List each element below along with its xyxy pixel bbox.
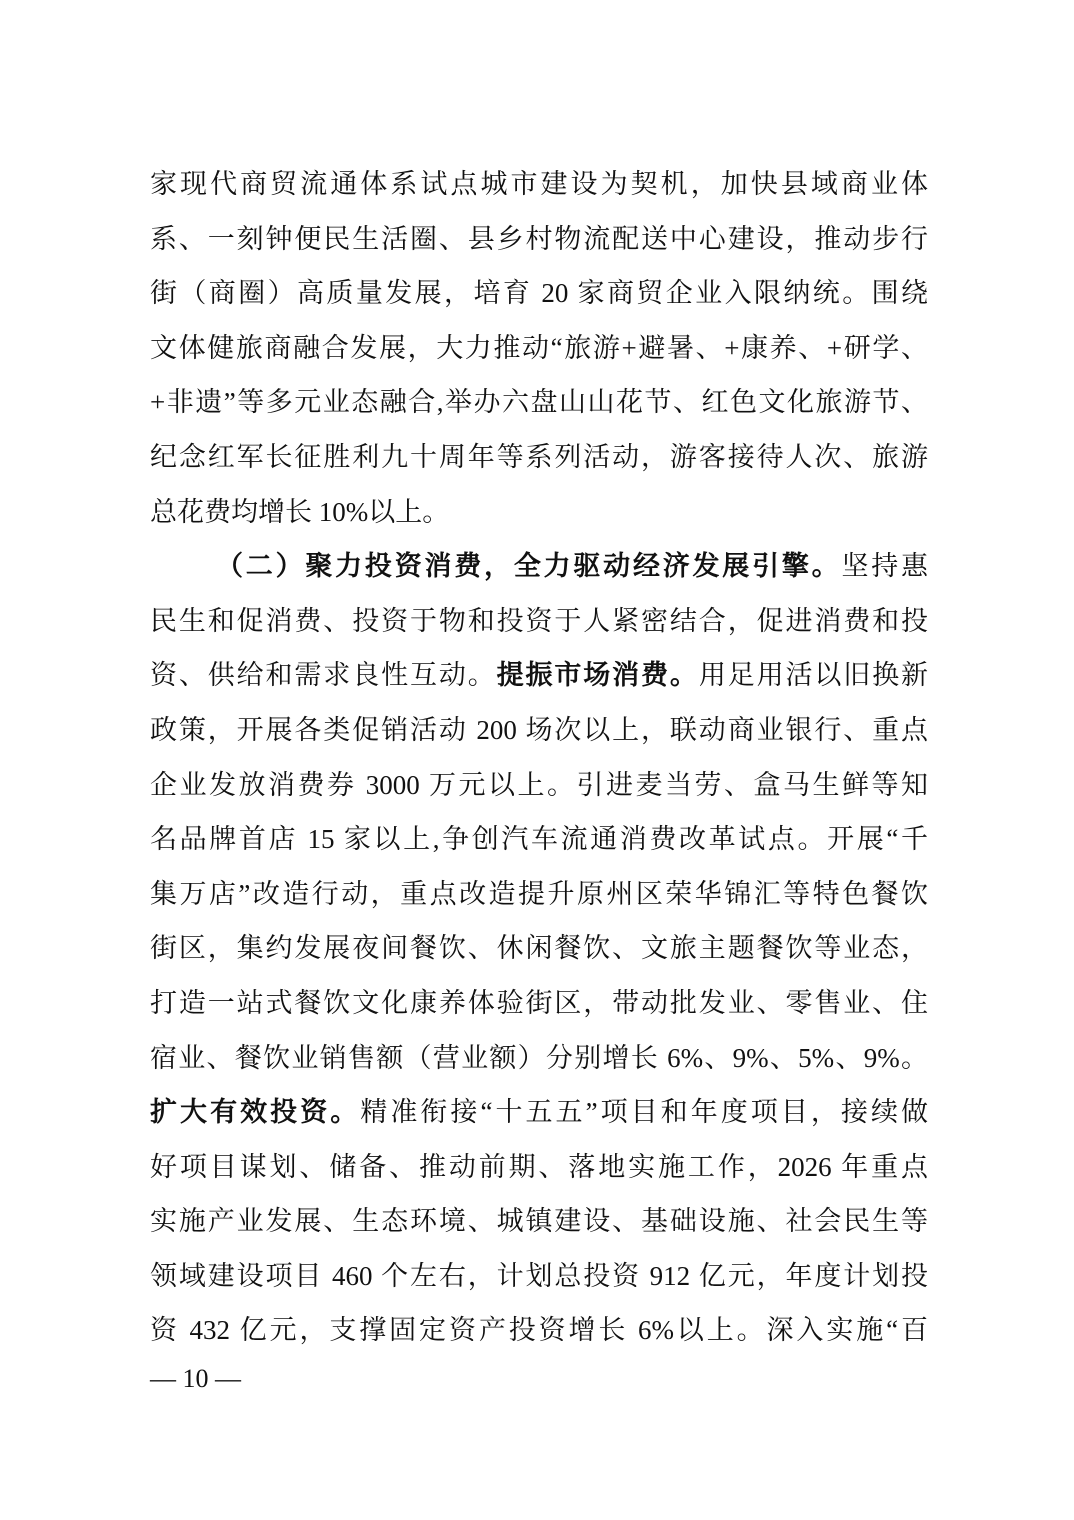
text-segment: 文体健旅商融合发展，大力推动“旅游+避暑、+康养、+研学、 xyxy=(150,332,928,363)
text-line xyxy=(150,1085,928,1140)
text-line xyxy=(150,485,928,540)
text-segment: +非遗”等多元业态融合,举办六盘山山花节、红色文化旅游节、 xyxy=(150,387,928,418)
text-segment: 系、一刻钟便民生活圈、县乡村物流配送中心建设，推动步行 xyxy=(150,223,928,254)
text-segment: 坚持惠 xyxy=(841,551,929,582)
text-line xyxy=(150,921,928,976)
text-segment: 集万店”改造行动，重点改造提升原州区荣华锦汇等特色餐饮 xyxy=(150,878,928,909)
text-line xyxy=(150,648,928,703)
text-segment: 好项目谋划、储备、推动前期、落地实施工作，2026 年重点 xyxy=(150,1151,928,1182)
text-line xyxy=(150,1249,928,1304)
text-segment: 街（商圈）高质量发展，培育 20 家商贸企业入限纳统。围绕 xyxy=(150,278,928,309)
text-segment: 资、供给和需求良性互动。 xyxy=(150,660,497,691)
text-line xyxy=(150,1031,928,1086)
document-body xyxy=(150,157,928,1358)
text-segment: 纪念红军长征胜利九十周年等系列活动，游客接待人次、旅游 xyxy=(150,441,928,472)
text-line xyxy=(150,1194,928,1249)
text-segment: 总花费均增长 10%以上。 xyxy=(150,496,450,527)
text-segment: 家现代商贸流通体系试点城市建设为契机，加快县域商业体 xyxy=(150,169,928,199)
text-line xyxy=(150,375,928,430)
text-segment: 企业发放消费券 3000 万元以上。引进麦当劳、盒马生鲜等知 xyxy=(150,769,928,800)
text-line xyxy=(150,430,928,485)
text-segment-bold: 提振市场消费。 xyxy=(496,660,699,691)
text-line xyxy=(150,321,928,376)
text-line xyxy=(150,867,928,922)
text-segment: 实施产业发展、生态环境、城镇建设、基础设施、社会民生等 xyxy=(150,1206,928,1237)
text-line xyxy=(150,976,928,1031)
text-segment: 打造一站式餐饮文化康养体验街区，带动批发业、零售业、住 xyxy=(150,987,928,1018)
text-segment: 政策，开展各类促销活动 200 场次以上，联动商业银行、重点 xyxy=(150,714,928,745)
text-line xyxy=(150,266,928,321)
text-segment-bold: （二）聚力投资消费，全力驱动经济发展引擎。 xyxy=(216,551,842,582)
text-line xyxy=(150,703,928,758)
text-line xyxy=(150,594,928,649)
text-segment: 名品牌首店 15 家以上,争创汽车流通消费改革试点。开展“千 xyxy=(150,824,928,855)
text-segment: 用足用活以旧换新 xyxy=(698,660,929,691)
text-line xyxy=(150,157,928,212)
text-line xyxy=(150,212,928,267)
text-line xyxy=(150,758,928,813)
page-number: — 10 — xyxy=(150,1364,241,1393)
text-segment: 宿业、餐饮业销售额（营业额）分别增长 6%、9%、5%、9%。 xyxy=(150,1042,928,1073)
text-segment: 民生和促消费、投资于物和投资于人紧密结合，促进消费和投 xyxy=(150,605,928,636)
text-segment: 精准衔接“十五五”项目和年度项目，接续做 xyxy=(360,1097,929,1128)
text-line xyxy=(150,812,928,867)
text-line xyxy=(150,1140,928,1195)
text-segment: 街区，集约发展夜间餐饮、休闲餐饮、文旅主题餐饮等业态， xyxy=(150,933,928,964)
text-segment: 资 432 亿元，支撑固定资产投资增长 6%以上。深入实施“百 xyxy=(150,1315,928,1346)
text-segment: 领域建设项目 460 个左右，计划总投资 912 亿元，年度计划投 xyxy=(150,1260,928,1291)
text-line xyxy=(150,539,928,594)
text-line xyxy=(150,1303,928,1358)
text-segment-bold: 扩大有效投资。 xyxy=(150,1097,361,1128)
